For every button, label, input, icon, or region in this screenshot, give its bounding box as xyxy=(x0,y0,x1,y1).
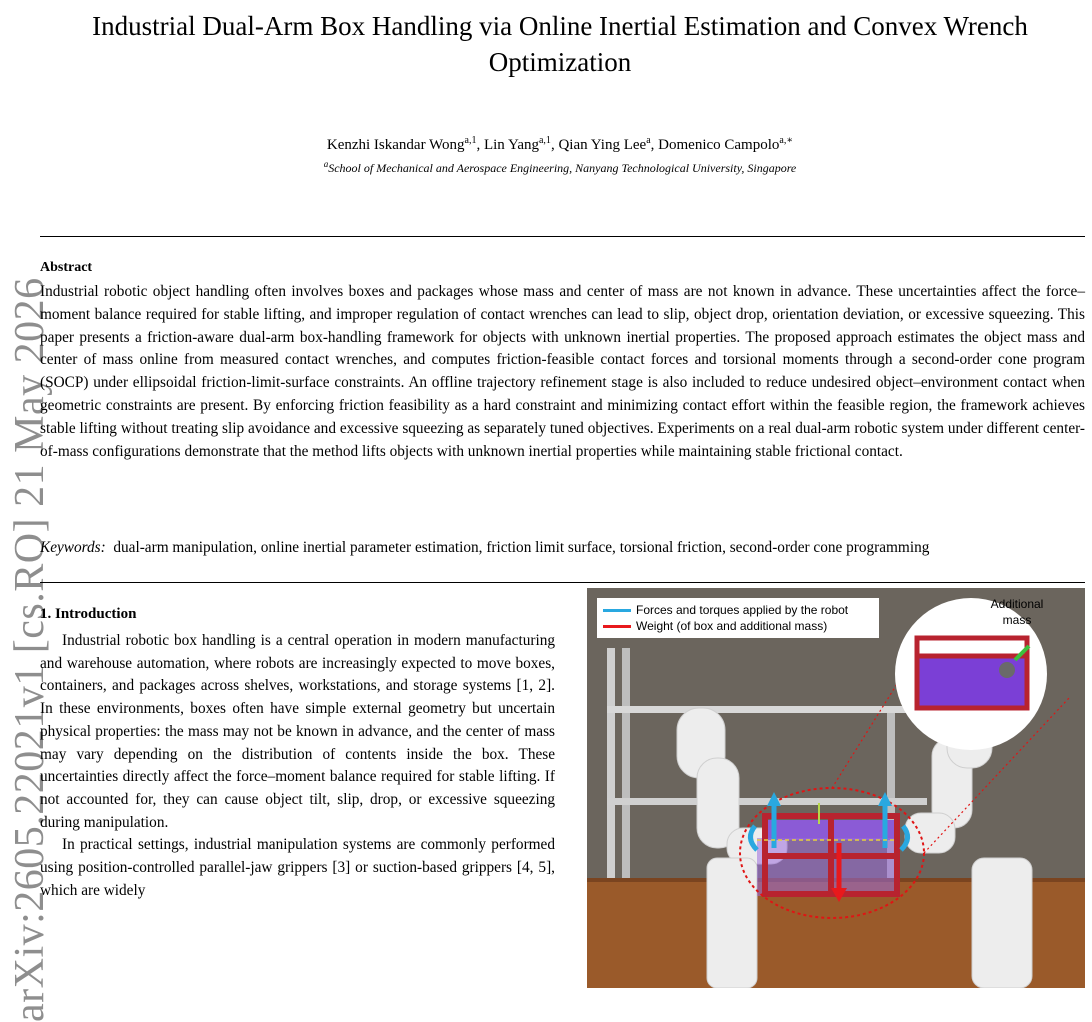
affiliation xyxy=(60,156,1060,176)
author-name: Domenico Campolo xyxy=(658,137,780,153)
introduction-body xyxy=(40,630,555,902)
author-separator: , xyxy=(650,137,659,153)
paragraph: In practical settings, industrial manipulation systems are commonly performed using position-controlled parallel-jaw grippers [3] or suction-based grippers [4, 5], which are widely xyxy=(40,836,555,899)
legend-swatch-red xyxy=(603,625,631,628)
keywords-label: Keywords: xyxy=(40,539,106,556)
inset-label: Additional mass xyxy=(990,597,1044,627)
bottom-divider xyxy=(40,582,1085,583)
legend-item-forces xyxy=(603,602,879,618)
arxiv-identifier: arXiv:2605.22021v1 [cs.RO] 21 May 2026 xyxy=(7,277,53,1022)
paragraph: Industrial robotic box handling is a central operation in modern manufacturing and warehouse automation, where robots are increasingly expected to move boxes, containers, and packages across shelves, workstations, and storage systems [1, 2]. In these environments, boxes often have simple external geometry but uncertain physical properties: the mass may not be known in advance, and the center of mass may vary depending on the distribution of contents inside the box. These uncertainties directly affect the force–moment balance required for stable lifting. If not accounted for, they can cause object tilt, slip, drop, or excessive squeezing during manipulation. xyxy=(40,632,555,831)
author-list xyxy=(60,131,1060,155)
legend-label: Weight (of box and additional mass) xyxy=(636,619,828,633)
affiliation-text: School of Mechanical and Aerospace Engineering, Nanyang Technological University, Singapore xyxy=(328,161,797,175)
author-name: Lin Yang xyxy=(483,137,539,153)
legend-swatch-blue xyxy=(603,609,631,612)
author-separator: , xyxy=(476,137,484,153)
legend-label: Forces and torques applied by the robot xyxy=(636,603,849,617)
author-affiliation-mark: a xyxy=(646,135,651,146)
author-affiliation-mark: a,1 xyxy=(538,135,551,146)
abstract-text: Industrial robotic object handling often involves boxes and packages whose mass and center of mass are not known in advance. These uncertainties affect the force–moment balance required for stable lifting, and improper regulation of contact wrenches can lead to slip, object drop, orientation deviation, or excessive squeezing. This paper presents a friction-aware dual-arm box-handling framework for objects with unknown inertial properties. The proposed approach estimates the object mass and center of mass online from measured contact wrenches, and computes friction-feasible contact forces and torsional moments through a second-order cone program (SOCP) under ellipsoidal friction-limit-surface constraints. An offline trajectory refinement stage is also included to reduce undesired object–environment contact when geometric constraints are present. By enforcing friction feasibility as a hard constraint and minimizing contact effort within the feasible region, the framework achieves stable lifting without treating slip avoidance and excessive squeezing as separately tuned objectives. Experiments on a real dual-arm robotic system under different center-of-mass configurations demonstrate that the method lifts objects with unknown inertial properties while maintaining stable frictional contact. xyxy=(40,283,1085,460)
keywords-text: dual-arm manipulation, online inertial parameter estimation, friction limit surface, torsional friction, second-order cone programming xyxy=(113,539,930,556)
paper-title xyxy=(60,8,1060,80)
author-affiliation-mark: a,∗ xyxy=(779,135,794,146)
affiliation-mark: a xyxy=(323,159,329,169)
section-heading: 1. Introduction xyxy=(40,606,137,622)
keywords xyxy=(40,537,1085,559)
author-affiliation-mark: a,1 xyxy=(464,135,477,146)
title-line-2: Optimization xyxy=(488,47,632,77)
legend-item-weight xyxy=(603,618,879,634)
lab-scene-illustration xyxy=(587,588,1085,988)
experiment-photo-figure xyxy=(587,588,1085,988)
author-name: Kenzhi Iskandar Wong xyxy=(326,137,465,153)
author-separator: , xyxy=(550,137,559,153)
title-line-1: Industrial Dual-Arm Box Handling via Online Inertial Estimation and Convex Wrench xyxy=(92,11,1028,41)
figure-legend xyxy=(597,598,879,638)
abstract-heading: Abstract xyxy=(40,260,93,275)
top-divider xyxy=(40,236,1085,237)
author-name: Qian Ying Lee xyxy=(558,137,647,153)
